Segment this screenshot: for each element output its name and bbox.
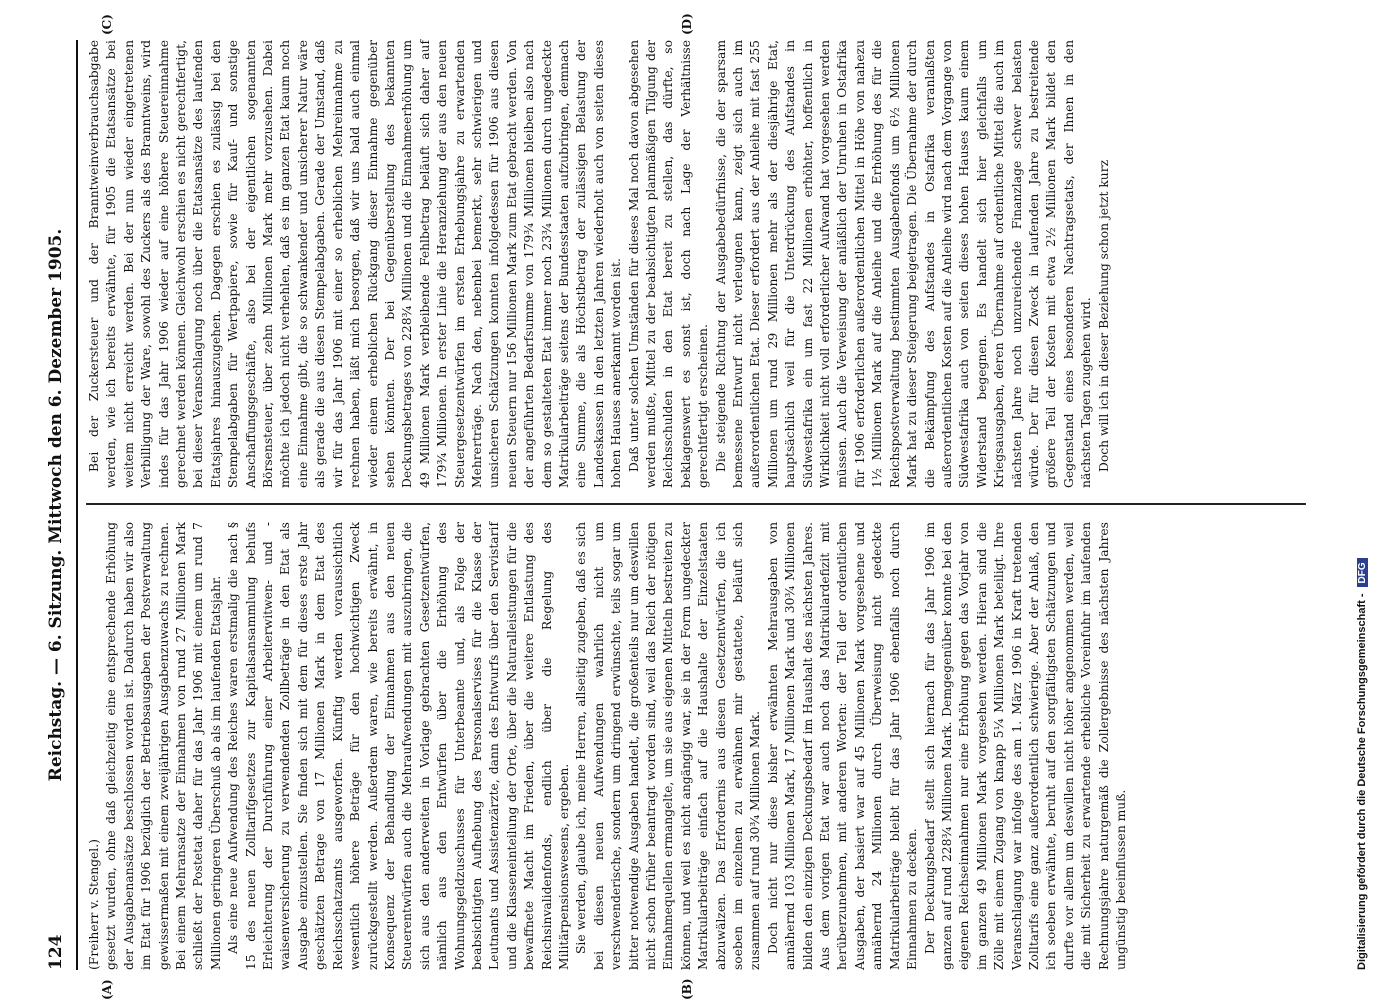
page-number: 124	[46, 934, 66, 970]
rotated-page	[40, 13, 1340, 1000]
column-divider	[86, 504, 1306, 506]
left-column	[86, 522, 1128, 970]
paragraph: Bei der Zuckersteuer und der Branntweinverbrauchsabgabe werden, wie ich bereits erwähnte, für 1905 die Etatsansätze bei weitem nicht erreicht werden. Bei der nun wieder eingetretenen Verbilligung der Ware, sowohl des Zuckers als des Branntweins, wird indes für das Jahr 1906 wieder auf eine höhere Steuereinnahme gerechnet werden können. Gleichwohl erschien es nicht gerechtfertigt, bei dieser Veranschlagung noch über die Etatsansätze des laufenden Etatsjahres hinauszugehen. Dagegen erschien es zulässig bei den Stempelabgaben für Wertpapiere, sowie für Kauf- und sonstige Anschaffungsgeschäfte, also bei der eigentlichen sogenannten Börsensteuer, über zehn Millionen Mark mehr vorzusehen. Dabei möchte ich jedoch nicht verhehlen, daß es im ganzen Etat kaum noch eine Einnahme gibt, die so schwankender und unsicherer Natur wäre als gerade die aus diesen Stempelabgaben. Gerade der Umstand, daß wir für das Jahr 1906 mit einer so erheblichen Mehreinnahme zu rechnen haben, läßt mich besorgen, daß wir uns bald auch einmal wieder einem erheblichen Rückgang dieser Einnahme gegenüber sehen könnten. Der bei Gegenüberstellung des bekannten Deckungsbetrages von 228¾ Millionen und die Einnahmeerhöhung um 49 Millionen Mark verbleibende Fehlbetrag beläuft sich daher auf 179¾ Millionen. In erster Linie die Heranziehung der aus den neuen Steuergesetzentwürfen im ersten Erhebungsjahre zu erwartenden Mehrerträge. Nach den, nebenbei bemerkt, sehr schwierigen und unsicheren Schätzungen konnten infolgedessen für 1906 aus diesen neuen Steuern nur 156 Millionen Mark zum Etat gebracht werden. Von der angeführten Bedarfsumme von 179¾ Millionen bleiben also nach dem so gestalteten Etat immer noch 23¾ Millionen durch ungedeckte Matrikularbeiträge seitens der Bundesstaaten aufzubringen, demnach eine Summe, die als Höchstbetrag der zulässigen Belastung der Landeskassen in den letzten Jahren wiederholt auch von seiten dieses hohen Hauses anerkannt worden ist.	[87, 40, 624, 488]
paragraph: Daß unter solchen Umständen für dieses Mal noch davon abgesehen werden mußte, Mittel zu der beabsichtigten planmäßigen Tilgung der Reichsschulden in den Etat bereit zu stellen, das dürfte, so beklagenswert es sonst ist, doch nach Lage der Verhältnisse gerechtfertigt erscheinen.	[626, 40, 711, 488]
paragraph: Die steigende Richtung der Ausgabebedürfnisse, die der sparsam bemessene Entwurf nicht verleugnen kann, zeigt sich auch im außerordentlichen Etat. Dieser erfordert aus der Anleihe mit fast 255 Millionen um rund 29 Millionen mehr als der diesjährige Etat, hauptsächlich weil für die Unterdrückung des Aufstandes in Südwestafrika ein um fast 22 Millionen erhöhter, hoffentlich in Wirklichkeit nicht voll erforderlicher Aufwand hat vorgesehen werden müssen. Auch die Verweisung der anläßlich der Unruhen in Ostafrika für 1906 erforderlichen außerordentlichen Mittel in Höhe von nahezu 1½ Millionen Mark auf die Anleihe und die Erhöhung des für die Reichspostverwaltung bestimmten Ausgabenfonds um 6½ Millionen Mark hat zu dieser Steigerung beigetragen. Die Übernahme der durch die Bekämpfung des Aufstandes in Ostafrika veranlaßten außerordentlichen Kosten auf die Anleihe wird nach dem Vorgange von Südwestafrika auch von seiten dieses hohen Hauses kaum einem Widerstand begegnen. Es handelt sich hier gleichfalls um Kriegsausgaben, deren Übernahme auf ordentliche Mittel die auch im nächsten Jahre noch unzureichende Finanzlage schwer belasten würde. Der für diesen Zweck in laufenden Jahre zu bestreitende größere Teil der Kosten mit etwa 2½ Millionen Mark bildet den Gegenstand eines besonderen Nachtragsetats, der Ihnen in den nächsten Tagen zugehen wird.	[713, 40, 1094, 488]
paragraph: Doch will ich in dieser Beziehung schon jetzt kurz	[1096, 159, 1111, 472]
margin-marker-a: (A)	[100, 979, 114, 1000]
page-title: Reichstag. — 6. Sitzung. Mittwoch den 6. Dezember 1905.	[46, 228, 66, 782]
paragraph: Doch nicht nur diese bisher erwähnten Mehrausgaben von annähernd 103 Millionen Mark, 17 Millionen Mark und 30¾ Millionen bilden den einzigen Deckungsbedarf im Haushalt des nächsten Jahres. Aus dem vorigen Etat war auch noch das Matrikulardefizit mit herüberzunehmen, mit anderen Worten: der Teil der ordentlichen Ausgaben, der basiert war auf 45 Millionen Mark vorgesehene und annähernd 24 Millionen durch Überweisung nicht gedeckte Matrikularbeiträge bleibt für das Jahr 1906 ebenfalls noch durch Einnahmen zu decken.	[765, 522, 920, 970]
paragraph: Der Deckungsbedarf stellt sich hiernach für das Jahr 1906 im ganzen auf rund 228¾ Millionen Mark. Demgegenüber konnte bei den eigenen Reichseinnahmen nur eine Erhöhung gegen das Vorjahr von im ganzen 49 Millionen Mark vorgesehen werden. Hieran sind die Zölle mit einem Zugang von knapp 5¼ Millionen Mark beteiligt. Ihre Veranschlagung war infolge des am 1. März 1906 in Kraft tretenden Zolltarifs eine ganz außerordentlich schwierige. Aber der Anlaß, den ich soeben erwähnte, beruht auf den sorgfältigsten Schätzungen und durfte vor allem um deswillen nicht höher angenommen werden, weil die mit Sicherheit zu erwartende erhebliche Voreinfuhr im laufenden Rechnungsjahre naturgemäß die Zollergebnisse des nächsten Jahres ungünstig beeinflussen muß.	[922, 522, 1128, 970]
paragraph: gesetzt wurden, ohne daß gleichzeitig eine entsprechende Erhöhung der Ausgabenansätze beschlossen worden ist. Dadurch haben wir also im Etat für 1906 bezüglich der Betriebsausgaben der Postverwaltung gewissermaßen mit einem zweijährigen Ausgabenzuwachs zu rechnen. Bei einem Mehransatze der Einnahmen von rund 27 Millionen Mark schließt der Postetat daher für das Jahr 1906 mit einem um rund 7 Millionen geringeren Überschuß ab als im laufenden Etatsjahr.	[104, 522, 223, 970]
margin-marker-c: (C)	[100, 14, 114, 35]
dfg-logo: DFG	[1357, 558, 1368, 587]
speaker-label: (Freiherr v. Stengel.)	[87, 839, 101, 970]
dfg-watermark	[1356, 10, 1380, 990]
right-column	[86, 40, 1286, 488]
margin-marker-d: (D)	[680, 13, 694, 35]
paragraph: Sie werden, glaube ich, meine Herren, allseitig zugeben, daß es sich bei diesen neuen Aufwendungen wahrlich nicht um verschwenderische, sondern um dringend erwünschte, teils sogar um bitter notwendige Ausgaben handelt, die großenteils nur um deswillen nicht schon früher beantragt worden sind, weil das Reich der nötigen Einnahmequellen ermangelte, um sie aus eigenen Mitteln bestreiten zu können, und weil es nicht angängig war, sie in der Form ungedeckter Matrikularbeiträge einfach auf die Haushalte der Einzelstaaten abzuwälzen. Das Erfordernis aus diesen Gesetzentwürfen, die ich soeben im einzelnen zu erwähnen mir gestattete, beläuft sich zusammen auf rund 30¾ Millionen Mark.	[574, 522, 763, 970]
paragraph: Als eine neue Aufwendung des Reiches waren erstmalig die nach § 15 des neuen Zolltarifgesetzes zur Kapitalsansammlung behufs Erleichterung der Durchführung einer Arbeiterwitwen- und -waisenversicherung zu verwendenden Zollbeträge in den Etat als Ausgabe einzustellen. Sie finden sich mit dem für dieses erste Jahr geschätzten Betrage von 17 Millionen Mark in dem Etat des Reichsschatzamts ausgeworfen. Künftig werden voraussichtlich wesentlich höhere Beträge für den hochwichtigen Zweck zurückgestellt werden. Außerdem waren, wie bereits erwähnt, in Konsequenz der Behandlung der Einnahmen aus den neuen Steuerentwürfen auch die Mehraufwendungen mit auszubringen, die sich aus den anderweiten in Vorlage gebrachten Gesetzentwürfen, nämlich aus den Entwürfen über die Erhöhung des Wohnungsgeldzuschusses für Unterbeamte und, als Folge der beabsichtigten Aufhebung des Personalservises für die Klasse der Leutnants und Assistenzärzte, dann des Entwurfs über den Servistarif und die Klasseneinteilung der Orte, über die Naturalleistungen für die bewaffnete Macht im Frieden, über die weitere Entlastung des Reichsinvalidenfonds, endlich über die Regelung des Militärpensionswesens, ergeben.	[226, 522, 571, 970]
page-header	[42, 40, 78, 970]
watermark-text: Digitalisierung gefördert durch die Deutsche Forschungsgemeinschaft -	[1356, 593, 1368, 970]
margin-marker-b: (B)	[680, 978, 694, 1000]
